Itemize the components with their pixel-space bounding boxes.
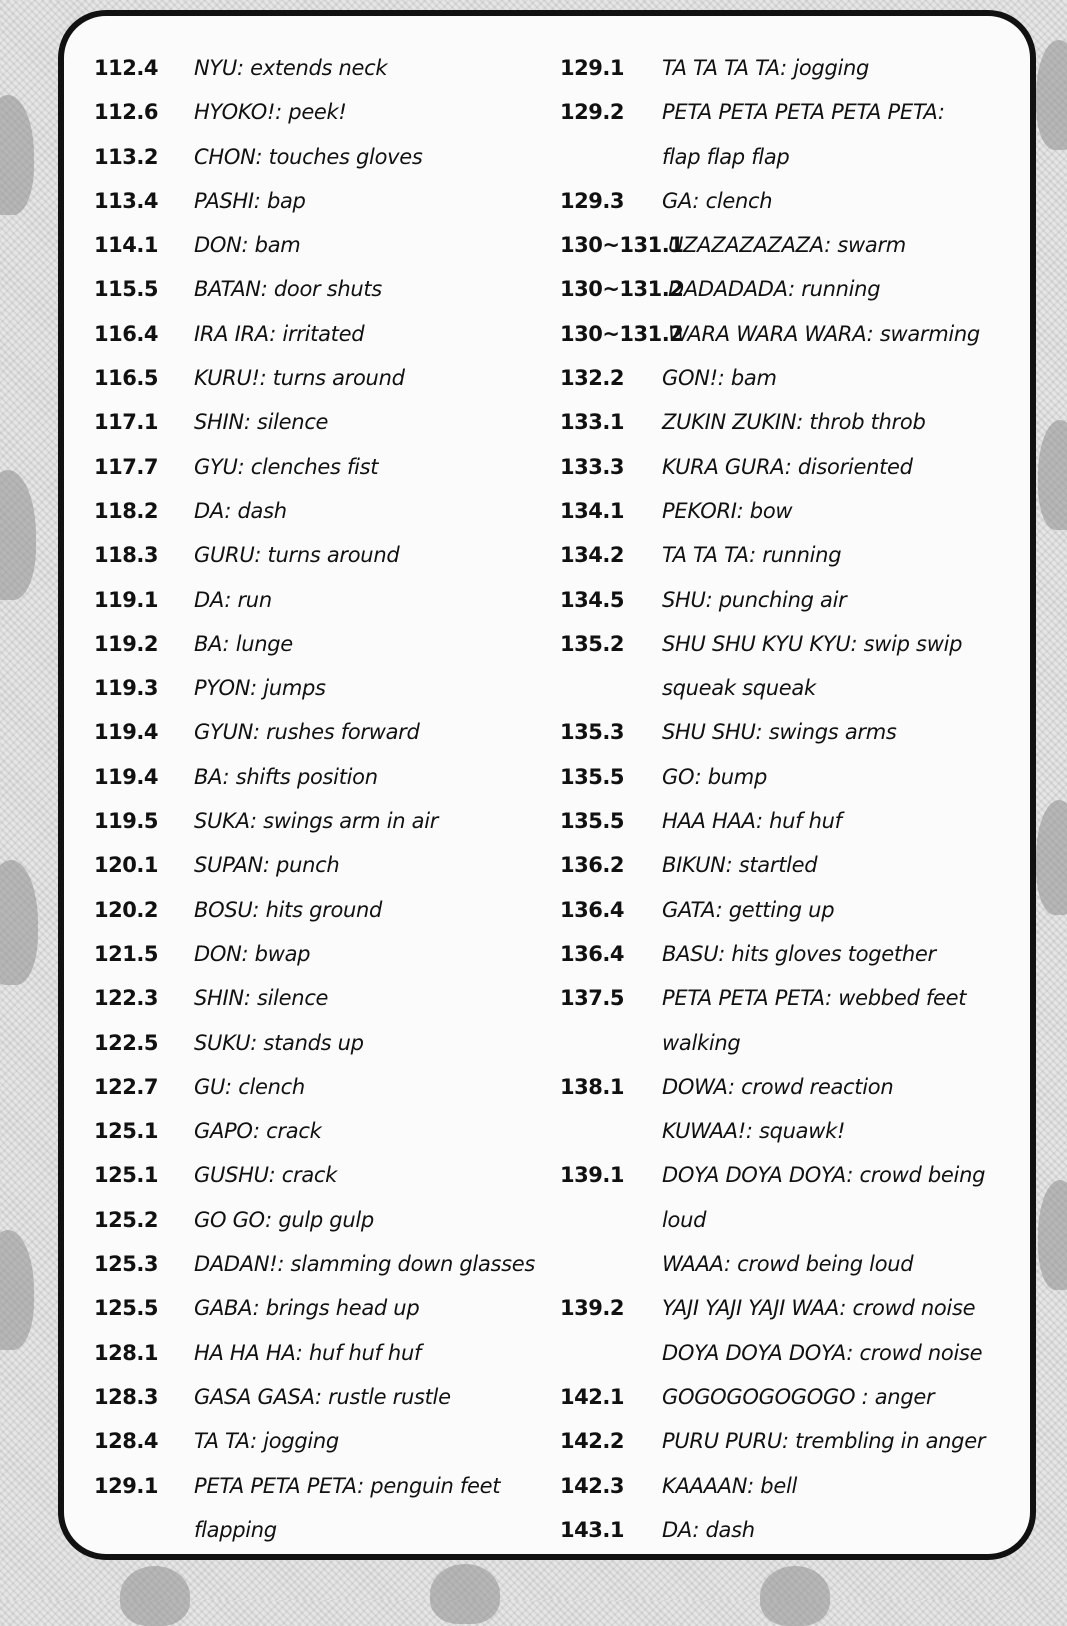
page-panel-number: 129.3 bbox=[560, 188, 624, 213]
sound-effect-translation: SHU SHU KYU KYU: swip swip bbox=[662, 631, 963, 656]
page-panel-number: 119.5 bbox=[94, 809, 158, 834]
page-panel-number: 118.2 bbox=[94, 498, 158, 523]
page-panel-number: 125.1 bbox=[94, 1119, 158, 1144]
penguin-pattern-silhouette bbox=[760, 1566, 830, 1626]
penguin-pattern-silhouette bbox=[0, 860, 38, 985]
glossary-entry bbox=[94, 1419, 564, 1463]
glossary-entry bbox=[94, 976, 564, 1020]
glossary-entry bbox=[560, 1065, 1020, 1109]
page-panel-number: 134.2 bbox=[560, 543, 624, 568]
sound-effect-translation: NYU: extends neck bbox=[194, 56, 388, 80]
glossary-entry bbox=[560, 312, 1020, 356]
glossary-entry bbox=[94, 755, 564, 799]
page-panel-number: 133.3 bbox=[560, 454, 624, 479]
sound-effect-translation: squeak squeak bbox=[662, 676, 816, 701]
page-panel-number: 125.5 bbox=[94, 1296, 158, 1321]
page-panel-number: 125.2 bbox=[94, 1207, 158, 1232]
sound-effect-translation: GO GO: gulp gulp bbox=[194, 1207, 374, 1232]
sound-effect-translation: SUKU: stands up bbox=[194, 1030, 364, 1055]
penguin-pattern-silhouette bbox=[120, 1566, 190, 1626]
glossary-entry bbox=[94, 888, 564, 932]
glossary-entry bbox=[560, 932, 1020, 976]
glossary-entry bbox=[94, 267, 564, 311]
page-panel-number: 119.1 bbox=[94, 587, 158, 612]
glossary-entry bbox=[560, 1198, 1020, 1242]
sound-effect-translation: GYUN: rushes forward bbox=[194, 720, 420, 745]
page-panel-number: 139.2 bbox=[560, 1296, 624, 1321]
page-panel-number: 142.1 bbox=[560, 1384, 624, 1409]
sound-effect-translation: BOSU: hits ground bbox=[194, 897, 383, 922]
glossary-entry bbox=[560, 267, 1020, 311]
glossary-entry bbox=[94, 578, 564, 622]
page-panel-number: 117.1 bbox=[94, 410, 158, 435]
glossary-entry bbox=[94, 1021, 564, 1065]
sound-effect-translation: GOGOGOGOGOGO : anger bbox=[662, 1384, 935, 1409]
page-panel-number: 137.5 bbox=[560, 986, 624, 1011]
penguin-pattern-silhouette bbox=[1036, 40, 1067, 150]
sound-effect-translation: walking bbox=[662, 1030, 741, 1055]
glossary-entry bbox=[94, 1286, 564, 1330]
page-panel-number: 135.5 bbox=[560, 764, 624, 789]
glossary-entry bbox=[94, 533, 564, 577]
glossary-entry bbox=[94, 1153, 564, 1197]
page-panel-number: 128.4 bbox=[94, 1429, 158, 1454]
page-panel-number: 119.2 bbox=[94, 631, 158, 656]
glossary-entry bbox=[560, 976, 1020, 1020]
sound-effect-translation: SUPAN: punch bbox=[194, 853, 340, 878]
penguin-pattern-silhouette bbox=[0, 1230, 34, 1350]
glossary-entry bbox=[560, 445, 1020, 489]
penguin-pattern-silhouette bbox=[1038, 420, 1067, 530]
sound-effect-translation: GYU: clenches fist bbox=[194, 454, 379, 479]
glossary-entry bbox=[94, 666, 564, 710]
glossary-entry bbox=[94, 312, 564, 356]
sound-effect-translation: KUWAA!: squawk! bbox=[662, 1119, 846, 1144]
glossary-entry bbox=[560, 135, 1020, 179]
page-panel-number: 122.5 bbox=[94, 1030, 158, 1055]
glossary-entry bbox=[94, 223, 564, 267]
page-panel-number: 142.2 bbox=[560, 1429, 624, 1454]
page-panel-number: 136.2 bbox=[560, 853, 624, 878]
page-panel-number: 132.2 bbox=[560, 366, 624, 391]
sound-effect-translation: KURU!: turns around bbox=[194, 366, 405, 391]
glossary-entry bbox=[94, 445, 564, 489]
glossary-entry bbox=[94, 400, 564, 444]
glossary-entry bbox=[560, 90, 1020, 134]
glossary-entry bbox=[560, 356, 1020, 400]
sound-effect-translation: PEKORI: bow bbox=[662, 498, 793, 523]
glossary-entry bbox=[560, 1508, 1020, 1552]
glossary-entry bbox=[560, 179, 1020, 223]
sound-effect-translation: TA TA TA: running bbox=[662, 543, 842, 568]
glossary-entry bbox=[94, 90, 564, 134]
glossary-entry bbox=[94, 1109, 564, 1153]
page-panel-number: 122.3 bbox=[94, 986, 158, 1011]
penguin-pattern-silhouette bbox=[1038, 1180, 1067, 1290]
sound-effect-translation: DON: bam bbox=[194, 233, 301, 258]
sound-effect-translation: loud bbox=[662, 1207, 707, 1232]
sound-effect-translation: DADADADA: running bbox=[668, 277, 881, 302]
glossary-entry bbox=[560, 223, 1020, 267]
sound-effect-translation: KAAAAN: bell bbox=[662, 1473, 798, 1498]
page-panel-number: 112.6 bbox=[94, 100, 158, 125]
sound-effect-translation: DADAN!: slamming down glasses bbox=[194, 1252, 536, 1277]
sound-effect-translation: BA: lunge bbox=[194, 631, 293, 656]
glossary-entry bbox=[94, 1508, 564, 1552]
sound-effect-translation: CHON: touches gloves bbox=[194, 144, 423, 169]
sound-effect-translation: DOYA DOYA DOYA: crowd being bbox=[662, 1163, 986, 1188]
page-panel-number: 136.4 bbox=[560, 897, 624, 922]
sound-effect-translation: DA: dash bbox=[194, 498, 287, 523]
page-panel-number: 135.2 bbox=[560, 631, 624, 656]
page-panel-number: 120.2 bbox=[94, 897, 158, 922]
page-panel-number: 119.4 bbox=[94, 764, 158, 789]
page-panel-number: 143.1 bbox=[560, 1517, 624, 1542]
page-panel-number: 130~131.1 bbox=[560, 233, 684, 258]
sound-effect-translation: WAAA: crowd being loud bbox=[662, 1252, 914, 1277]
page-panel-number: 129.1 bbox=[560, 56, 624, 80]
page-panel-number: 114.1 bbox=[94, 233, 158, 258]
page-panel-number: 129.1 bbox=[94, 1473, 158, 1498]
sound-effect-translation: SUKA: swings arm in air bbox=[194, 809, 439, 834]
glossary-entry bbox=[560, 1375, 1020, 1419]
glossary-entry bbox=[560, 1464, 1020, 1508]
sound-effect-translation: DOWA: crowd reaction bbox=[662, 1074, 894, 1099]
sound-effect-translation: TA TA: jogging bbox=[194, 1429, 339, 1454]
sound-effect-translation: BASU: hits gloves together bbox=[662, 941, 936, 966]
sound-effect-translation: ZUKIN ZUKIN: throb throb bbox=[662, 410, 926, 435]
penguin-pattern-silhouette bbox=[0, 470, 36, 600]
sound-effect-translation: flap flap flap bbox=[662, 144, 790, 169]
sound-effect-translation: flapping bbox=[194, 1517, 277, 1542]
page-panel-number: 115.5 bbox=[94, 277, 158, 302]
glossary-entry bbox=[94, 1198, 564, 1242]
page-panel-number: 136.4 bbox=[560, 941, 624, 966]
sound-effect-translation: GUSHU: crack bbox=[194, 1163, 338, 1188]
glossary-entry bbox=[560, 1331, 1020, 1375]
page-panel-number: 130~131.2 bbox=[560, 321, 684, 346]
sound-effect-translation: GAPO: crack bbox=[194, 1119, 322, 1144]
glossary-entry bbox=[560, 1109, 1020, 1153]
page-panel-number: 119.4 bbox=[94, 720, 158, 745]
glossary-entry bbox=[94, 1065, 564, 1109]
page-panel-number: 121.5 bbox=[94, 941, 158, 966]
page-panel-number: 116.5 bbox=[94, 366, 158, 391]
page-panel-number: 128.3 bbox=[94, 1384, 158, 1409]
sound-effect-translation: GU: clench bbox=[194, 1074, 305, 1099]
sound-effect-translation: HYOKO!: peek! bbox=[194, 100, 347, 125]
page-panel-number: 117.7 bbox=[94, 454, 158, 479]
sound-effect-translation: IRA IRA: irritated bbox=[194, 321, 365, 346]
page-panel-number: 122.7 bbox=[94, 1074, 158, 1099]
page-panel-number: 135.5 bbox=[560, 809, 624, 834]
glossary-entry bbox=[94, 356, 564, 400]
sound-effect-translation: DOYA DOYA DOYA: crowd noise bbox=[662, 1340, 983, 1365]
sound-effect-translation: GABA: brings head up bbox=[194, 1296, 420, 1321]
glossary-right-column bbox=[560, 46, 1020, 1552]
page-panel-number: 134.1 bbox=[560, 498, 624, 523]
glossary-entry bbox=[560, 888, 1020, 932]
sound-effect-translation: GATA: getting up bbox=[662, 897, 835, 922]
glossary-entry bbox=[560, 1419, 1020, 1463]
glossary-entry bbox=[560, 710, 1020, 754]
glossary-entry bbox=[560, 533, 1020, 577]
penguin-pattern-silhouette bbox=[430, 1564, 500, 1624]
sound-effect-translation: DA: dash bbox=[662, 1517, 755, 1542]
page-panel-number: 118.3 bbox=[94, 543, 158, 568]
page-panel-number: 113.2 bbox=[94, 144, 158, 169]
glossary-entry bbox=[94, 932, 564, 976]
glossary-entry bbox=[94, 1464, 564, 1508]
page-panel-number: 125.3 bbox=[94, 1252, 158, 1277]
sound-effect-translation: SHIN: silence bbox=[194, 410, 329, 435]
glossary-entry bbox=[560, 799, 1020, 843]
glossary-entry bbox=[560, 489, 1020, 533]
glossary-entry bbox=[560, 400, 1020, 444]
page-panel-number: 135.3 bbox=[560, 720, 624, 745]
glossary-entry bbox=[94, 46, 564, 90]
penguin-pattern-silhouette bbox=[0, 95, 34, 215]
sound-effect-translation: PURU PURU: trembling in anger bbox=[662, 1429, 986, 1454]
sound-effect-translation: PASHI: bap bbox=[194, 188, 306, 213]
sound-effect-translation: PYON: jumps bbox=[194, 676, 326, 701]
sound-effect-translation: KURA GURA: disoriented bbox=[662, 454, 913, 479]
glossary-entry bbox=[94, 489, 564, 533]
page-panel-number: 139.1 bbox=[560, 1163, 624, 1188]
sound-effect-translation: GO: bump bbox=[662, 764, 767, 789]
sound-effect-translation: GON!: bam bbox=[662, 366, 777, 391]
glossary-entry bbox=[94, 799, 564, 843]
sound-effect-translation: PETA PETA PETA: webbed feet bbox=[662, 986, 967, 1011]
sound-effect-translation: SHU: punching air bbox=[662, 587, 847, 612]
glossary-entry bbox=[560, 578, 1020, 622]
sound-effect-translation: WARA WARA WARA: swarming bbox=[668, 321, 980, 346]
glossary-entry bbox=[560, 666, 1020, 710]
page-panel-number: 138.1 bbox=[560, 1074, 624, 1099]
sound-effect-translation: BA: shifts position bbox=[194, 764, 378, 789]
page-panel-number: 120.1 bbox=[94, 853, 158, 878]
sound-effect-translation: SHU SHU: swings arms bbox=[662, 720, 897, 745]
glossary-entry bbox=[560, 1021, 1020, 1065]
page-panel-number: 112.4 bbox=[94, 56, 158, 80]
sound-effect-translation: GURU: turns around bbox=[194, 543, 400, 568]
page-panel-number: 129.2 bbox=[560, 100, 624, 125]
glossary-entry bbox=[94, 1375, 564, 1419]
sound-effects-glossary-panel bbox=[58, 10, 1036, 1560]
sound-effect-translation: SHIN: silence bbox=[194, 986, 329, 1011]
glossary-entry bbox=[560, 755, 1020, 799]
page-panel-number: 113.4 bbox=[94, 188, 158, 213]
sound-effect-translation: GASA GASA: rustle rustle bbox=[194, 1384, 451, 1409]
sound-effect-translation: DA: run bbox=[194, 587, 272, 612]
glossary-entry bbox=[560, 843, 1020, 887]
glossary-left-column bbox=[94, 46, 564, 1552]
glossary-entry bbox=[94, 135, 564, 179]
glossary-entry bbox=[560, 46, 1020, 90]
glossary-entry bbox=[94, 1242, 564, 1286]
sound-effect-translation: PETA PETA PETA: penguin feet bbox=[194, 1473, 501, 1498]
sound-effect-translation: BATAN: door shuts bbox=[194, 277, 382, 302]
sound-effect-translation: PETA PETA PETA PETA PETA: bbox=[662, 100, 945, 125]
sound-effect-translation: HA HA HA: huf huf huf bbox=[194, 1340, 422, 1365]
glossary-entry bbox=[94, 843, 564, 887]
sound-effect-translation: TA TA TA TA: jogging bbox=[662, 56, 870, 80]
glossary-entry bbox=[560, 1242, 1020, 1286]
glossary-entry bbox=[94, 710, 564, 754]
page-panel-number: 133.1 bbox=[560, 410, 624, 435]
page-panel-number: 142.3 bbox=[560, 1473, 624, 1498]
glossary-entry bbox=[94, 622, 564, 666]
page-panel-number: 128.1 bbox=[94, 1340, 158, 1365]
sound-effect-translation: BIKUN: startled bbox=[662, 853, 818, 878]
page-panel-number: 116.4 bbox=[94, 321, 158, 346]
glossary-entry bbox=[560, 1286, 1020, 1330]
penguin-pattern-silhouette bbox=[1036, 800, 1067, 915]
glossary-entry bbox=[560, 1153, 1020, 1197]
page-panel-number: 130~131.2 bbox=[560, 277, 684, 302]
page-panel-number: 119.3 bbox=[94, 676, 158, 701]
page-panel-number: 125.1 bbox=[94, 1163, 158, 1188]
glossary-entry bbox=[94, 179, 564, 223]
sound-effect-translation: HAA HAA: huf huf bbox=[662, 809, 842, 834]
glossary-entry bbox=[94, 1331, 564, 1375]
page-panel-number: 134.5 bbox=[560, 587, 624, 612]
sound-effect-translation: DON: bwap bbox=[194, 941, 311, 966]
sound-effect-translation: UZAZAZAZAZA: swarm bbox=[668, 233, 906, 258]
glossary-entry bbox=[560, 622, 1020, 666]
sound-effect-translation: YAJI YAJI YAJI WAA: crowd noise bbox=[662, 1296, 976, 1321]
sound-effect-translation: GA: clench bbox=[662, 188, 773, 213]
